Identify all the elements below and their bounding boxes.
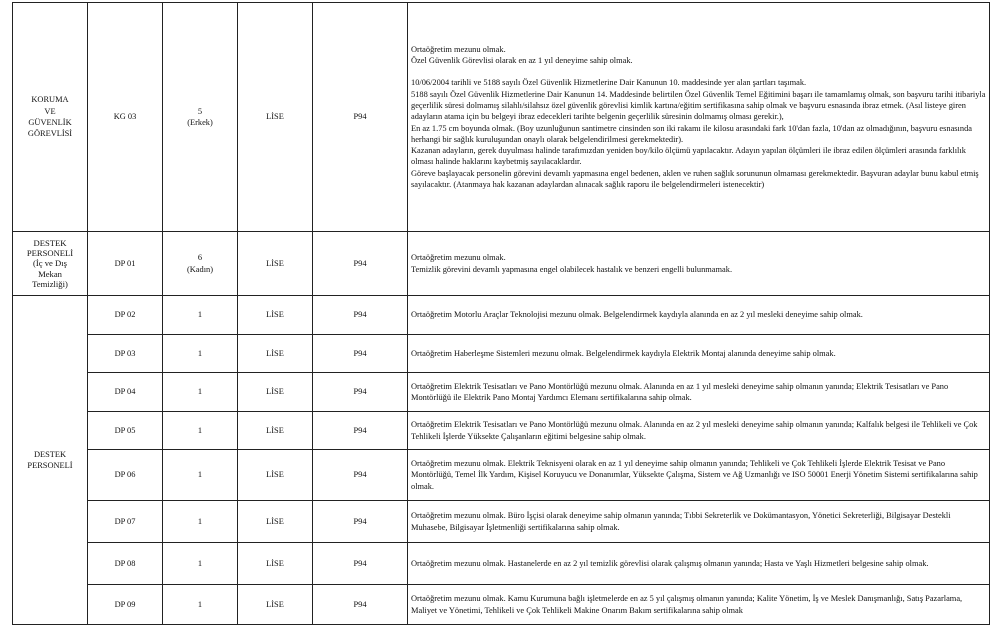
position-code: DP 02 — [88, 296, 163, 335]
requirement-text: En az 1.75 cm boyunda olmak. (Boy uzunluğunun santimetre cinsinden son iki rakamı ile kilosu arasındaki fark 10'dan fazla, 10'dan az olmadığının, başvuru esnasında herhangi bir sağlık kuruluşundan onaylı olarak belgelendirilmesi gerekmektedir). — [411, 123, 972, 144]
count-note: (Kadın) — [186, 264, 214, 274]
requirement-text: 10/06/2004 tarihli ve 5188 sayılı Özel Güvenlik Hizmetlerine Dair Kanunun 10. maddesinde yer alan şartları taşımak. — [411, 78, 807, 88]
score-type: P94 — [313, 412, 408, 450]
group-cell-koruma — [13, 3, 88, 232]
requirement-text: Göreve başlayacak personelin görevini devamlı yapmasına engel bedenen, aklen ve ruhen sağlık sorununun olmaması gerekmektedir. Başvuran adaylar bunu kabul etmiş sayılacaktır. (Atanmaya hak kazanan adaylardan alınacak sağlık raporu ile belgelendirmeleri istenecektir) — [411, 168, 979, 189]
requirement-text: Ortaöğretim Elektrik Tesisatları ve Pano Montörlüğü mezunu olmak. Alanında en az 2 yıl mesleki deneyime sahip olmanın yanında; Kalfalık belgesi ile Tehlikeli ve Çok Tehlikeli İşlerde Yüksekte Çalışanların eğitimi belgesine sahip olmak. — [411, 420, 978, 441]
requirement-text: Ortaöğretim mezunu olmak. Büro İşçisi olarak deneyime sahip olmanın yanında; Tıbbi Sekreterlik ve Dokümantasyon, Yönetici Sekreterliği, Bilgisayar Destekli Muhasebe, Bilgisayar İşletmenliği sertifikalarına sahip olmak. — [411, 511, 951, 532]
score-type: P94 — [313, 585, 408, 625]
score-type: P94 — [313, 232, 408, 296]
position-code: DP 04 — [88, 373, 163, 412]
table-row — [13, 501, 990, 543]
table-row — [13, 373, 990, 412]
education-level: LİSE — [238, 335, 313, 373]
group-label-line: GÜVENLİK — [28, 118, 72, 127]
group-label-line: DESTEK — [33, 449, 67, 459]
position-count: 1 — [163, 412, 238, 450]
position-code: DP 08 — [88, 543, 163, 585]
position-code: DP 07 — [88, 501, 163, 543]
group-label-line: KORUMA — [31, 95, 69, 105]
position-count: 1 — [163, 585, 238, 625]
position-count: 1 — [163, 335, 238, 373]
group-label-line: Mekan — [38, 268, 62, 279]
requirements-cell — [408, 3, 990, 232]
position-count: 1 — [163, 501, 238, 543]
group-label-line: PERSONELİ — [26, 248, 74, 259]
position-code: KG 03 — [88, 3, 163, 232]
requirement-text: Ortaöğretim mezunu olmak. Kamu Kurumuna bağlı işletmelerde en az 5 yıl çalışmış olmanın yanında; Kalite Yönetim, İş ve Meslek Danışmanlığı, Satış Pazarlama, Maliyet ve Yönetimi, Tehlikeli ve Çok Tehlikeli Makine Onarım Bakım sertifikalarına sahip olmak — [411, 594, 963, 615]
education-level: LİSE — [238, 3, 313, 232]
requirements-cell — [408, 501, 990, 543]
group-label-line: PERSONELİ — [27, 461, 73, 470]
score-type: P94 — [313, 296, 408, 335]
education-level: LİSE — [238, 296, 313, 335]
education-level: LİSE — [238, 373, 313, 412]
position-count: 1 — [163, 450, 238, 501]
requirement-text: Temizlik görevini devamlı yapmasına engel olabilecek hastalık ve benzeri engelli bulunmamak. — [411, 264, 733, 274]
table-row — [13, 543, 990, 585]
score-type: P94 — [313, 543, 408, 585]
group-label-line: GÖREVLİSİ — [27, 129, 73, 139]
position-code: DP 03 — [88, 335, 163, 373]
position-code: DP 06 — [88, 450, 163, 501]
score-type: P94 — [313, 373, 408, 412]
requirement-text: Özel Güvenlik Görevlisi olarak en az 1 yıl deneyime sahip olmak. — [411, 56, 633, 66]
requirement-text: Ortaöğretim Elektrik Tesisatları ve Pano Montörlüğü mezunu olmak. Alanında en az 1 yıl mesleki deneyime sahip olmanın yanında; Elektrik Tesisatları ve Pano Montörlüğü ile Elektrik Pano Montaj Yardımcı Elemanı sertifikalarına sahip olmak. — [411, 381, 949, 402]
requirements-cell — [408, 543, 990, 585]
table-row — [13, 450, 990, 501]
position-count: 1 — [163, 373, 238, 412]
education-level: LİSE — [238, 232, 313, 296]
requirements-cell — [408, 232, 990, 296]
requirements-cell — [408, 335, 990, 373]
education-level: LİSE — [238, 501, 313, 543]
requirement-text: 5188 sayılı Özel Güvenlik Hizmetlerine Dair Kanunun 14. Maddesinde belirtilen Özel Güvenlik Temel Eğitimini başarı ile tamamlamış olmak, son başvuru tarihi itibariyla geçerlilik süresi dolmamış silahlı/silahsız özel güvenlik görevlisi kimlik kartına/eğitim sertifikasına sahip olmak ve başvuru esnasında ibraz etmek. (Asıl listeye giren adayların atama için bu belgeyi ibraz edecekleri tarihte belgenin geçerlilik süresinin dolmamış olması gerekir.), — [411, 89, 986, 122]
table-row — [13, 296, 990, 335]
table-row — [13, 585, 990, 625]
group-label-line: DESTEK — [33, 237, 67, 248]
position-code: DP 01 — [88, 232, 163, 296]
requirement-text: Ortaöğretim Haberleşme Sistemleri mezunu olmak. Belgelendirmek kaydıyla Elektrik Montaj alanında deneyime sahip olmak. — [411, 348, 836, 358]
position-count — [163, 3, 238, 232]
requirements-cell — [408, 450, 990, 501]
education-level: LİSE — [238, 450, 313, 501]
table-row — [13, 3, 990, 232]
position-count — [163, 232, 238, 296]
score-type: P94 — [313, 3, 408, 232]
requirement-text: Ortaöğretim mezunu olmak. — [411, 253, 506, 263]
group-cell-destek — [13, 296, 88, 625]
requirement-text: Ortaöğretim mezunu olmak. Elektrik Teknisyeni olarak en az 1 yıl deneyime sahip olmanın yanında; Tehlikeli ve Çok Tehlikeli İşlerde Elektrik Tesisat ve Pano Montörlüğü, Temel İlk Yardım, Kişisel Koruyucu ve Donanımlar, Yüksekte Çalışma, Sistem ve Ağ Uzmanlığı ve ISO 50001 Enerji Yönetim Sistemi sertifikalarına sahip olmak. — [411, 459, 978, 491]
count-value: 6 — [197, 253, 203, 263]
group-label-line: VE — [44, 106, 56, 116]
requirement-text: Ortaöğretim mezunu olmak. — [411, 44, 506, 54]
position-code: DP 05 — [88, 412, 163, 450]
requirements-cell — [408, 585, 990, 625]
position-count: 1 — [163, 543, 238, 585]
requirements-cell — [408, 373, 990, 412]
position-count: 1 — [163, 296, 238, 335]
requirement-text: Ortaöğretim Motorlu Araçlar Teknolojisi mezunu olmak. Belgelendirmek kaydıyla alanında en az 2 yıl mesleki deneyime sahip olmak. — [411, 310, 863, 320]
score-type: P94 — [313, 450, 408, 501]
group-label-line: (İç ve Dış — [33, 258, 67, 269]
score-type: P94 — [313, 335, 408, 373]
positions-table — [12, 2, 990, 625]
table-row — [13, 412, 990, 450]
position-code: DP 09 — [88, 585, 163, 625]
score-type: P94 — [313, 501, 408, 543]
count-value: 5 — [197, 106, 203, 116]
count-note: (Erkek) — [187, 118, 213, 127]
paragraph-gap — [411, 66, 986, 77]
table-row — [13, 335, 990, 373]
requirements-cell — [408, 296, 990, 335]
group-label-line: Temizliği) — [32, 278, 68, 289]
education-level: LİSE — [238, 412, 313, 450]
requirement-text: Kazanan adayların, gerek duyulması halinde tarafımızdan yeniden boy/kilo ölçümü yapılacaktır. Adayın yapılan ölçümleri ile ibraz edilen ölçümleri arasında farklılık olması halinde haklarını kaybetmiş sayılacaklardır. — [411, 146, 966, 167]
table-row — [13, 232, 990, 296]
requirement-text: Ortaöğretim mezunu olmak. Hastanelerde en az 2 yıl temizlik görevlisi olarak çalışmış olmanın yanında; Hasta ve Yaşlı Hizmetleri belgesine sahip olmak. — [411, 558, 929, 568]
education-level: LİSE — [238, 543, 313, 585]
requirements-cell — [408, 412, 990, 450]
education-level: LİSE — [238, 585, 313, 625]
group-cell-destek-temizlik — [13, 232, 88, 296]
